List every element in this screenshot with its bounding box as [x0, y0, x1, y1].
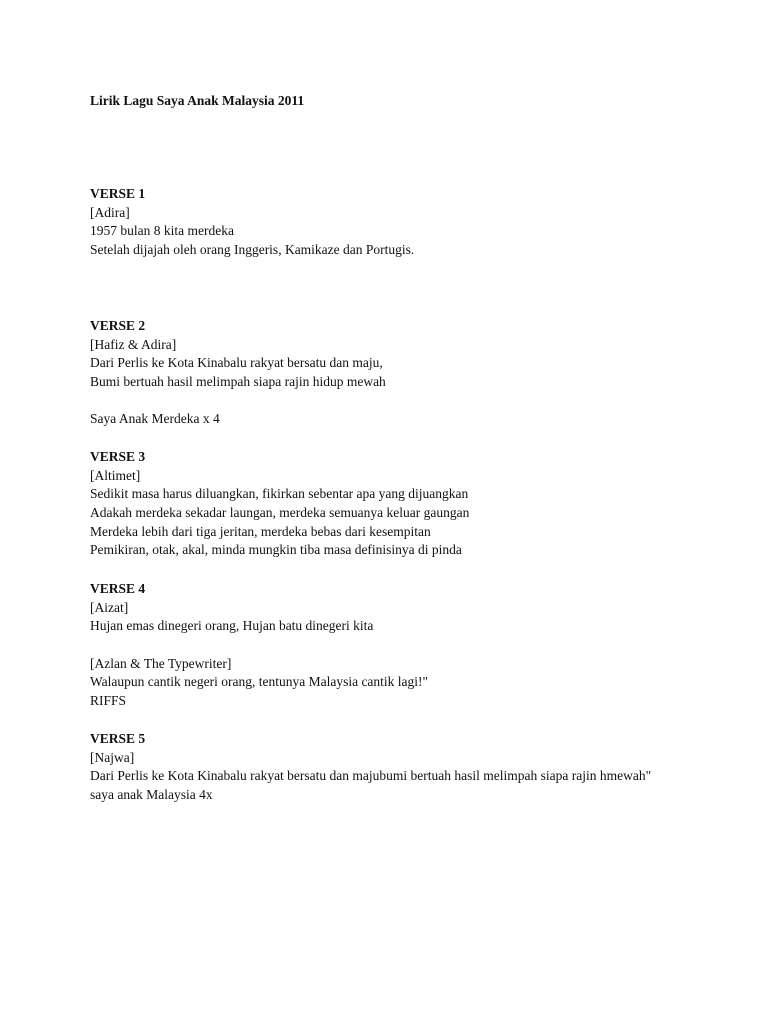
verse-heading: VERSE 5	[90, 731, 146, 746]
lyric-line: RIFFS	[90, 693, 127, 709]
verse-3	[90, 448, 730, 560]
verse-singer: [Altimet]	[90, 467, 141, 483]
lyric-line: Walaupun cantik negeri orang, tentunya Malaysia cantik lagi!"	[90, 674, 429, 690]
verse-singer: [Adira]	[90, 204, 130, 220]
verse-singer: [Aizat]	[90, 599, 129, 615]
refrain-line: Saya Anak Merdeka x 4	[90, 411, 220, 427]
lyric-line: Setelah dijajah oleh orang Inggeris, Kamikaze dan Portugis.	[90, 242, 415, 258]
lyric-line: Adakah merdeka sekadar laungan, merdeka semuanya keluar gaungan	[90, 505, 470, 521]
verse-2	[90, 317, 730, 429]
lyric-line: Dari Perlis ke Kota Kinabalu rakyat bersatu dan maju,	[90, 355, 383, 371]
lyric-line: Dari Perlis ke Kota Kinabalu rakyat bersatu dan majubumi bertuah hasil melimpah siapa rajin hmewah"	[90, 768, 652, 784]
document-title: Lirik Lagu Saya Anak Malaysia 2011	[90, 93, 305, 108]
verse-heading: VERSE 4	[90, 581, 146, 596]
verse-5	[90, 730, 730, 805]
verse-singer: [Najwa]	[90, 749, 135, 765]
verse-4	[90, 580, 730, 711]
lyric-line: Hujan emas dinegeri orang, Hujan batu dinegeri kita	[90, 618, 374, 634]
lyric-line: Merdeka lebih dari tiga jeritan, merdeka bebas dari kesempitan	[90, 523, 431, 539]
lyric-line: Sedikit masa harus diluangkan, fikirkan sebentar apa yang dijuangkan	[90, 486, 469, 502]
lyric-line: 1957 bulan 8 kita merdeka	[90, 223, 234, 239]
verse-1	[90, 185, 730, 260]
verse-heading: VERSE 1	[90, 186, 146, 201]
lyric-line: Pemikiran, otak, akal, minda mungkin tiba masa definisinya di pinda	[90, 542, 462, 558]
lyric-line: Bumi bertuah hasil melimpah siapa rajin hidup mewah	[90, 374, 386, 390]
verse-singer: [Hafiz & Adira]	[90, 336, 177, 352]
verse-singer: [Azlan & The Typewriter]	[90, 655, 232, 671]
verse-heading: VERSE 2	[90, 318, 146, 333]
verse-heading: VERSE 3	[90, 449, 146, 464]
lyric-line: saya anak Malaysia 4x	[90, 787, 213, 803]
